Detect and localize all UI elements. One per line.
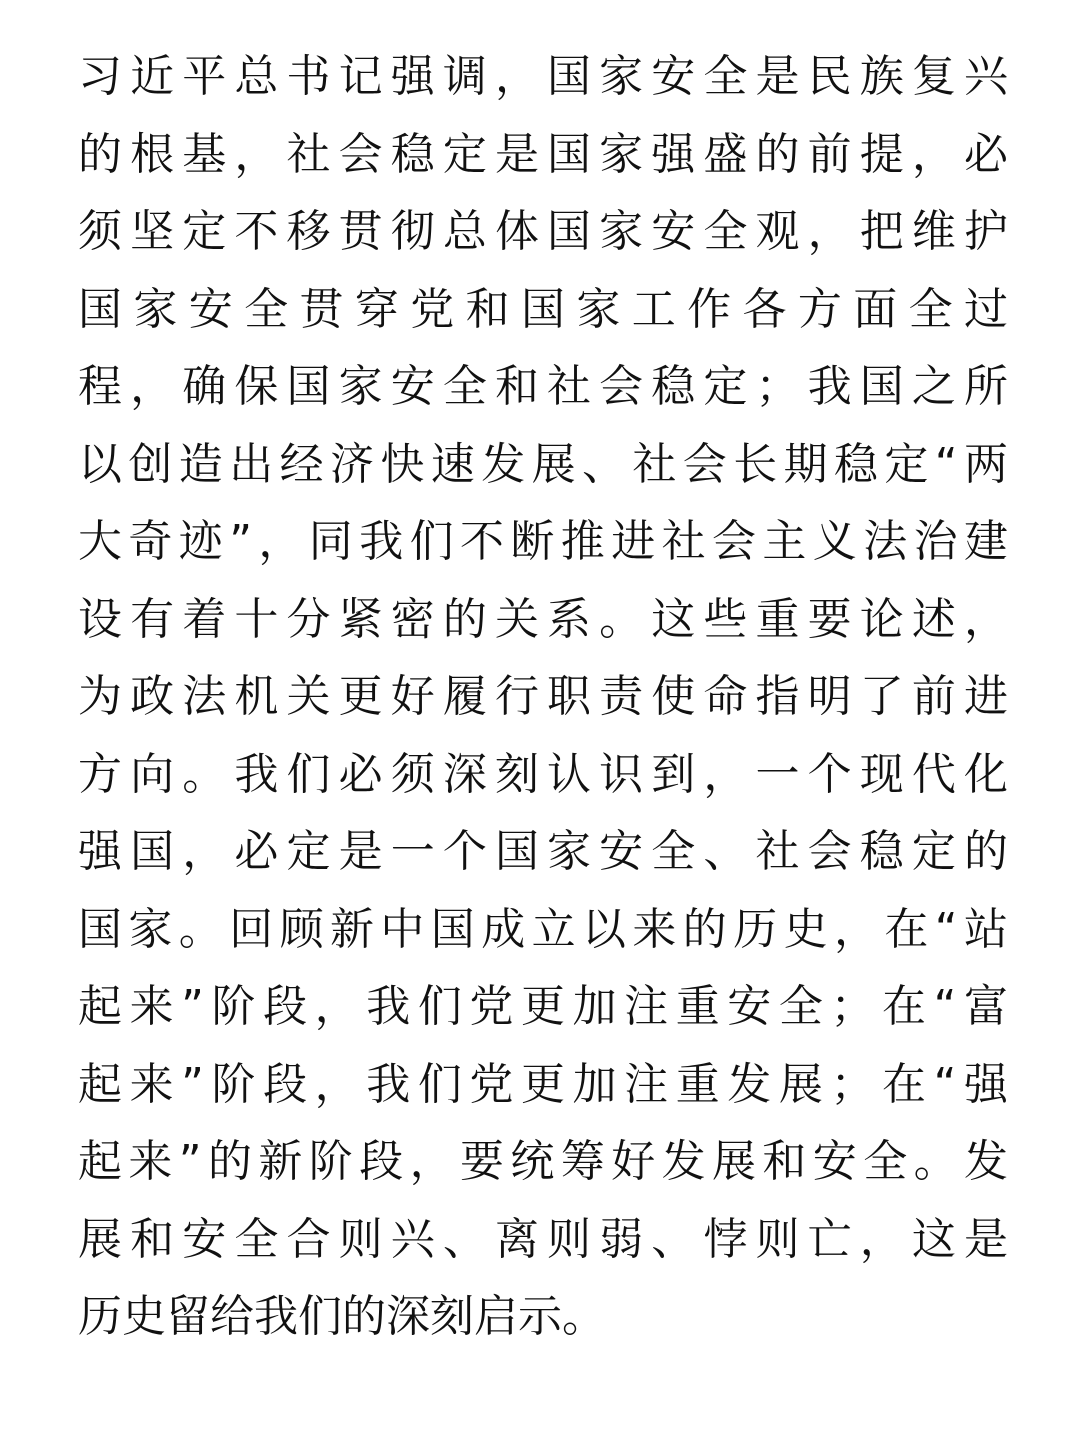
text-line: 大奇迹”，同我们不断推进社会主义法治建 — [78, 516, 1008, 567]
text-line: 的根基，社会稳定是国家强盛的前提，必 — [78, 128, 1008, 180]
text-line: 程，确保国家安全和社会稳定；我国之所 — [78, 361, 1008, 412]
text-line: 起来”阶段，我们党更加注重发展；在“强 — [78, 1058, 1008, 1110]
text-line: 强国，必定是一个国家安全、社会稳定的 — [78, 826, 1008, 877]
text-line: 展和安全合则兴、离则弱、悖则亡，这是 — [78, 1213, 1008, 1265]
text-line: 国家。回顾新中国成立以来的历史，在“站 — [78, 903, 1008, 955]
article-text — [78, 38, 1008, 1356]
text-line: 方向。我们必须深刻认识到，一个现代化 — [78, 748, 1008, 800]
text-line: 起来”阶段，我们党更加注重安全；在“富 — [78, 981, 1008, 1032]
text-line: 须坚定不移贯彻总体国家安全观，把维护 — [78, 206, 1008, 257]
text-line-last: 历史留给我们的深刻启示。 — [78, 1291, 606, 1342]
text-line: 设有着十分紧密的关系。这些重要论述， — [78, 593, 1008, 645]
text-line: 起来”的新阶段，要统筹好发展和安全。发 — [78, 1136, 1008, 1187]
text-line: 以创造出经济快速发展、社会长期稳定“两 — [78, 438, 1008, 490]
text-line: 习近平总书记强调，国家安全是民族复兴 — [78, 51, 1008, 102]
text-line: 为政法机关更好履行职责使命指明了前进 — [78, 671, 1008, 722]
text-line: 国家安全贯穿党和国家工作各方面全过 — [78, 283, 1008, 335]
